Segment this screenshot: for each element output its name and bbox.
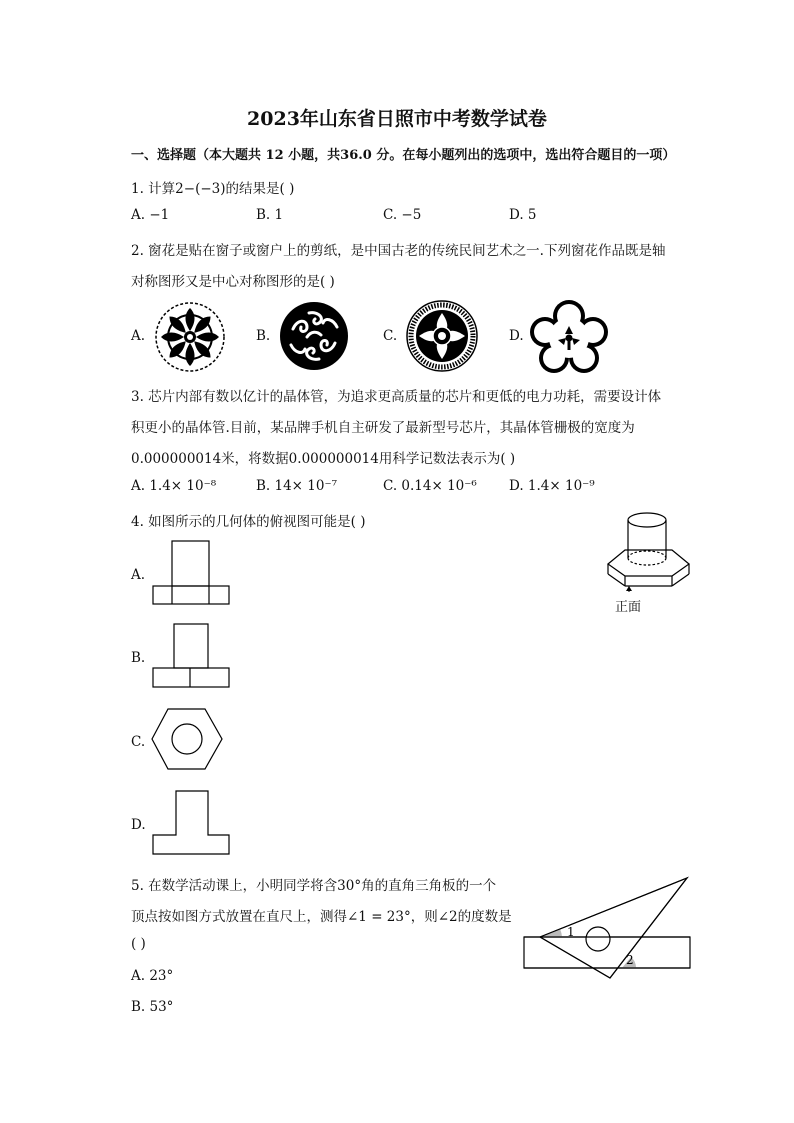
q1-option-d: D. 5 [509,207,537,223]
ruler-triangle-figure [522,874,692,984]
question-2-line1: 2. 窗花是贴在窗子或窗户上的剪纸，是中国古老的传统民间艺术之一.下列窗花作品既是轴 [131,243,666,259]
window-flower-a-image [153,300,227,374]
question-3-line1: 3. 芯片内部有数以亿计的晶体管，为追求更高质量的芯片和更低的电力功耗，需要设计体 [131,389,662,405]
window-flower-b-image [279,301,349,371]
q1-option-a: A. −1 [131,207,170,223]
angle-2-label: 2 [626,953,634,967]
q4-option-b-figure [152,623,230,689]
q3-option-b: B. 14× 10⁻⁷ [256,478,337,494]
q3-option-a: A. 1.4× 10⁻⁸ [131,478,217,494]
question-3-line3: 0.000000014米，将数据0.000000014用科学记数法表示为( ) [131,451,516,467]
solid-figure-image [605,508,695,594]
q2-label-d: D. [509,328,524,344]
q4-option-a-figure [152,540,230,606]
question-3-line2: 积更小的晶体管.目前，某品牌手机自主研发了最新型号芯片，其晶体管栅极的宽度为 [131,420,635,436]
front-view-label: 正面 [615,600,642,615]
window-flower-d-image [530,298,608,374]
question-4-stem: 4. 如图所示的几何体的俯视图可能是( ) [131,514,366,530]
question-5-line3: ( ) [131,936,146,952]
q2-label-b: B. [256,328,271,344]
q2-label-c: C. [383,328,398,344]
q3-option-d: D. 1.4× 10⁻⁹ [509,478,595,494]
page-title: 2023年山东省日照市中考数学试卷 [247,108,547,130]
angle-1-label: 1 [567,925,575,939]
q4-label-c: C. [131,734,146,750]
question-2-line2: 对称图形又是中心对称图形的是( ) [131,274,335,290]
question-5-line1: 5. 在数学活动课上，小明同学将含30°角的直角三角板的一个 [131,878,497,894]
question-5-line2: 顶点按如图方式放置在直尺上，测得∠1 = 23°，则∠2的度数是 [131,909,512,925]
window-flower-c-image [405,299,479,373]
q4-option-d-figure [152,790,230,856]
q4-label-a: A. [131,567,146,583]
q1-option-c: C. −5 [383,207,422,223]
question-1-stem: 1. 计算2−(−3)的结果是( ) [131,181,295,197]
q1-option-b: B. 1 [256,207,284,223]
q4-label-b: B. [131,650,146,666]
q3-option-c: C. 0.14× 10⁻⁶ [383,478,477,494]
q5-option-b: B. 53° [131,999,174,1015]
q2-label-a: A. [131,328,146,344]
q5-option-a: A. 23° [131,968,174,984]
section-heading: 一、选择题（本大题共 12 小题，共36.0 分。在每小题列出的选项中，选出符合题目的一项） [131,148,676,163]
q4-label-d: D. [131,817,146,833]
q4-option-c-figure [150,706,224,772]
